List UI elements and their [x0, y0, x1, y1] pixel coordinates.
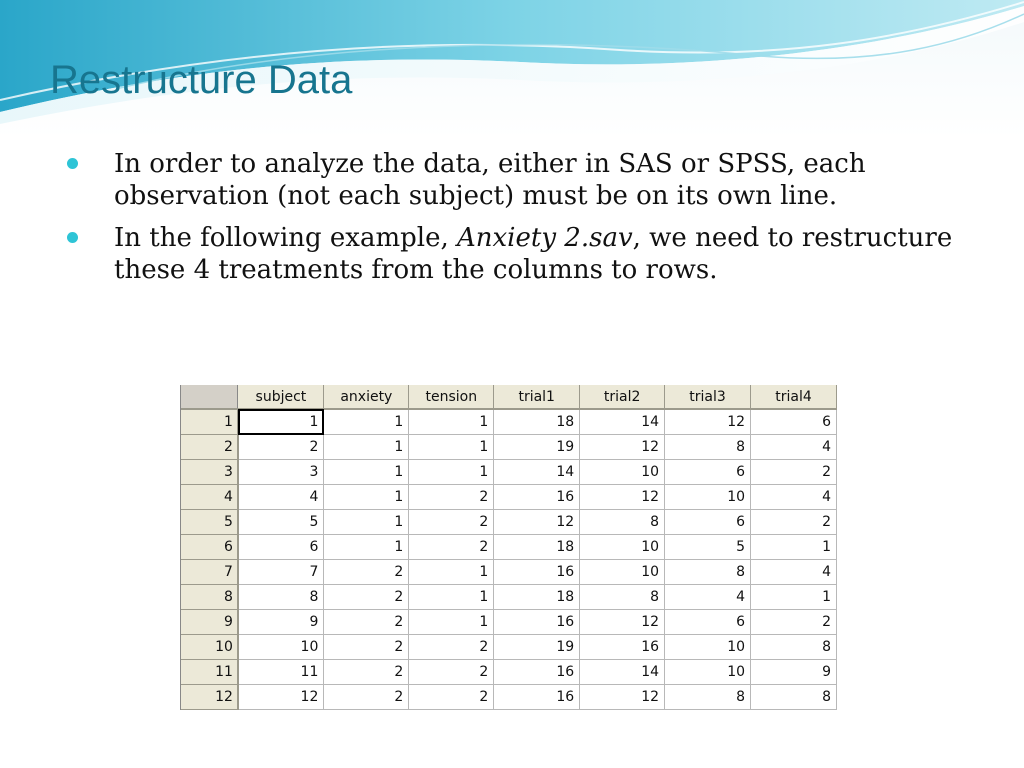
data-cell-anxiety[interactable]: 2	[324, 560, 409, 585]
data-cell-trial3[interactable]: 10	[665, 485, 751, 510]
row-number[interactable]: 4	[181, 485, 238, 510]
bullet-text-pre: In the following example,	[114, 223, 457, 253]
data-cell-trial4[interactable]: 8	[751, 685, 837, 710]
data-cell-trial2[interactable]: 10	[580, 535, 665, 560]
data-cell-subject[interactable]: 11	[238, 660, 324, 685]
data-cell-tension[interactable]: 1	[409, 560, 494, 585]
data-cell-trial1[interactable]: 19	[494, 435, 580, 460]
data-cell-trial3[interactable]: 8	[665, 435, 751, 460]
data-cell-trial4[interactable]: 6	[751, 409, 837, 435]
data-cell-trial1[interactable]: 14	[494, 460, 580, 485]
spss-data-grid	[180, 385, 837, 710]
data-cell-trial3[interactable]: 5	[665, 535, 751, 560]
data-cell-tension[interactable]: 1	[409, 585, 494, 610]
column-header[interactable]: trial3	[665, 385, 751, 409]
table-row	[181, 610, 837, 635]
data-cell-anxiety[interactable]: 2	[324, 685, 409, 710]
data-cell-subject[interactable]: 12	[238, 685, 324, 710]
data-cell-trial2[interactable]: 14	[580, 660, 665, 685]
data-cell-trial2[interactable]: 10	[580, 560, 665, 585]
data-cell-trial1[interactable]: 18	[494, 535, 580, 560]
data-cell-trial1[interactable]: 16	[494, 560, 580, 585]
data-cell-trial2[interactable]: 12	[580, 685, 665, 710]
table-row	[181, 635, 837, 660]
data-cell-tension[interactable]: 1	[409, 409, 494, 435]
row-number[interactable]: 11	[181, 660, 238, 685]
data-cell-anxiety[interactable]: 1	[324, 460, 409, 485]
data-cell-anxiety[interactable]: 1	[324, 535, 409, 560]
data-cell-subject[interactable]: 8	[238, 585, 324, 610]
data-cell-trial3[interactable]: 10	[665, 635, 751, 660]
data-cell-subject[interactable]: 3	[238, 460, 324, 485]
row-number[interactable]: 7	[181, 560, 238, 585]
data-cell-trial4[interactable]: 4	[751, 485, 837, 510]
data-cell-trial2[interactable]: 12	[580, 485, 665, 510]
column-header[interactable]: anxiety	[324, 385, 409, 409]
data-cell-tension[interactable]: 2	[409, 660, 494, 685]
row-number[interactable]: 8	[181, 585, 238, 610]
data-cell-subject[interactable]: 5	[238, 510, 324, 535]
data-cell-tension[interactable]: 2	[409, 685, 494, 710]
table-row	[181, 560, 837, 585]
data-cell-anxiety[interactable]: 1	[324, 485, 409, 510]
data-cell-trial3[interactable]: 10	[665, 660, 751, 685]
data-cell-trial3[interactable]: 12	[665, 409, 751, 435]
row-number[interactable]: 12	[181, 685, 238, 710]
bullet-text-post: , we need to restructure these 4 treatments from the columns to rows.	[114, 223, 953, 285]
column-header[interactable]: trial4	[751, 385, 837, 409]
data-cell-anxiety[interactable]: 1	[324, 510, 409, 535]
data-cell-trial3[interactable]: 6	[665, 510, 751, 535]
data-cell-tension[interactable]: 2	[409, 635, 494, 660]
data-cell-trial2[interactable]: 12	[580, 435, 665, 460]
data-cell-trial3[interactable]: 6	[665, 460, 751, 485]
data-cell-trial1[interactable]: 19	[494, 635, 580, 660]
table-row	[181, 510, 837, 535]
data-cell-tension[interactable]: 2	[409, 535, 494, 560]
data-cell-trial4[interactable]: 4	[751, 435, 837, 460]
data-cell-trial4[interactable]: 2	[751, 460, 837, 485]
data-cell-subject[interactable]: 6	[238, 535, 324, 560]
table-row	[181, 435, 837, 460]
data-cell-trial1[interactable]: 16	[494, 485, 580, 510]
data-cell-trial2[interactable]: 14	[580, 409, 665, 435]
corner-cell[interactable]	[181, 385, 238, 409]
table-row	[181, 485, 837, 510]
row-number[interactable]: 1	[181, 409, 238, 435]
data-cell-trial1[interactable]: 16	[494, 660, 580, 685]
data-cell-subject[interactable]: 1	[238, 409, 324, 435]
data-cell-anxiety[interactable]: 1	[324, 409, 409, 435]
data-cell-tension[interactable]: 1	[409, 610, 494, 635]
data-cell-trial2[interactable]: 12	[580, 610, 665, 635]
data-cell-anxiety[interactable]: 2	[324, 660, 409, 685]
data-cell-anxiety[interactable]: 2	[324, 610, 409, 635]
data-cell-trial4[interactable]: 1	[751, 535, 837, 560]
row-number[interactable]: 10	[181, 635, 238, 660]
data-cell-anxiety[interactable]: 1	[324, 435, 409, 460]
data-cell-trial2[interactable]: 10	[580, 460, 665, 485]
column-header[interactable]: trial1	[494, 385, 580, 409]
data-cell-trial2[interactable]: 8	[580, 585, 665, 610]
row-number[interactable]: 6	[181, 535, 238, 560]
bullet-list	[60, 148, 960, 296]
bullet-item	[60, 148, 960, 212]
data-cell-trial3[interactable]: 4	[665, 585, 751, 610]
data-cell-trial3[interactable]: 6	[665, 610, 751, 635]
data-cell-trial1[interactable]: 18	[494, 409, 580, 435]
data-cell-trial1[interactable]: 18	[494, 585, 580, 610]
bullet-dot-icon	[67, 232, 78, 243]
file-name: Anxiety 2.sav	[457, 223, 633, 253]
slide-title: Restructure Data	[50, 58, 353, 102]
bullet-dot-icon	[67, 158, 78, 169]
data-cell-tension[interactable]: 2	[409, 485, 494, 510]
table-row	[181, 660, 837, 685]
bullet-text: In order to analyze the data, either in SAS or SPSS, each observation (not each subject) must be on its own line.	[114, 149, 866, 211]
row-number[interactable]: 9	[181, 610, 238, 635]
data-cell-trial1[interactable]: 12	[494, 510, 580, 535]
data-cell-trial4[interactable]: 2	[751, 610, 837, 635]
data-cell-tension[interactable]: 1	[409, 460, 494, 485]
data-cell-subject[interactable]: 4	[238, 485, 324, 510]
table-row	[181, 535, 837, 560]
data-cell-anxiety[interactable]: 2	[324, 635, 409, 660]
row-number[interactable]: 3	[181, 460, 238, 485]
data-cell-trial4[interactable]: 2	[751, 510, 837, 535]
row-number[interactable]: 2	[181, 435, 238, 460]
bullet-item	[60, 222, 960, 286]
column-header[interactable]: subject	[238, 385, 324, 409]
table-body	[181, 409, 837, 710]
data-cell-trial2[interactable]: 16	[580, 635, 665, 660]
table-row	[181, 585, 837, 610]
header-row	[181, 385, 837, 409]
row-number[interactable]: 5	[181, 510, 238, 535]
data-cell-tension[interactable]: 2	[409, 510, 494, 535]
data-cell-trial3[interactable]: 8	[665, 685, 751, 710]
data-cell-trial1[interactable]: 16	[494, 610, 580, 635]
data-cell-trial2[interactable]: 8	[580, 510, 665, 535]
data-cell-trial4[interactable]: 1	[751, 585, 837, 610]
data-cell-subject[interactable]: 7	[238, 560, 324, 585]
table-row	[181, 460, 837, 485]
table-row	[181, 409, 837, 435]
table-row	[181, 685, 837, 710]
data-cell-subject[interactable]: 9	[238, 610, 324, 635]
data-cell-tension[interactable]: 1	[409, 435, 494, 460]
data-cell-anxiety[interactable]: 2	[324, 585, 409, 610]
data-cell-subject[interactable]: 2	[238, 435, 324, 460]
column-header[interactable]: trial2	[580, 385, 665, 409]
column-header[interactable]: tension	[409, 385, 494, 409]
data-cell-trial4[interactable]: 9	[751, 660, 837, 685]
data-cell-trial4[interactable]: 8	[751, 635, 837, 660]
data-cell-trial3[interactable]: 8	[665, 560, 751, 585]
data-cell-trial1[interactable]: 16	[494, 685, 580, 710]
data-cell-trial4[interactable]: 4	[751, 560, 837, 585]
data-cell-subject[interactable]: 10	[238, 635, 324, 660]
data-table	[181, 385, 837, 710]
